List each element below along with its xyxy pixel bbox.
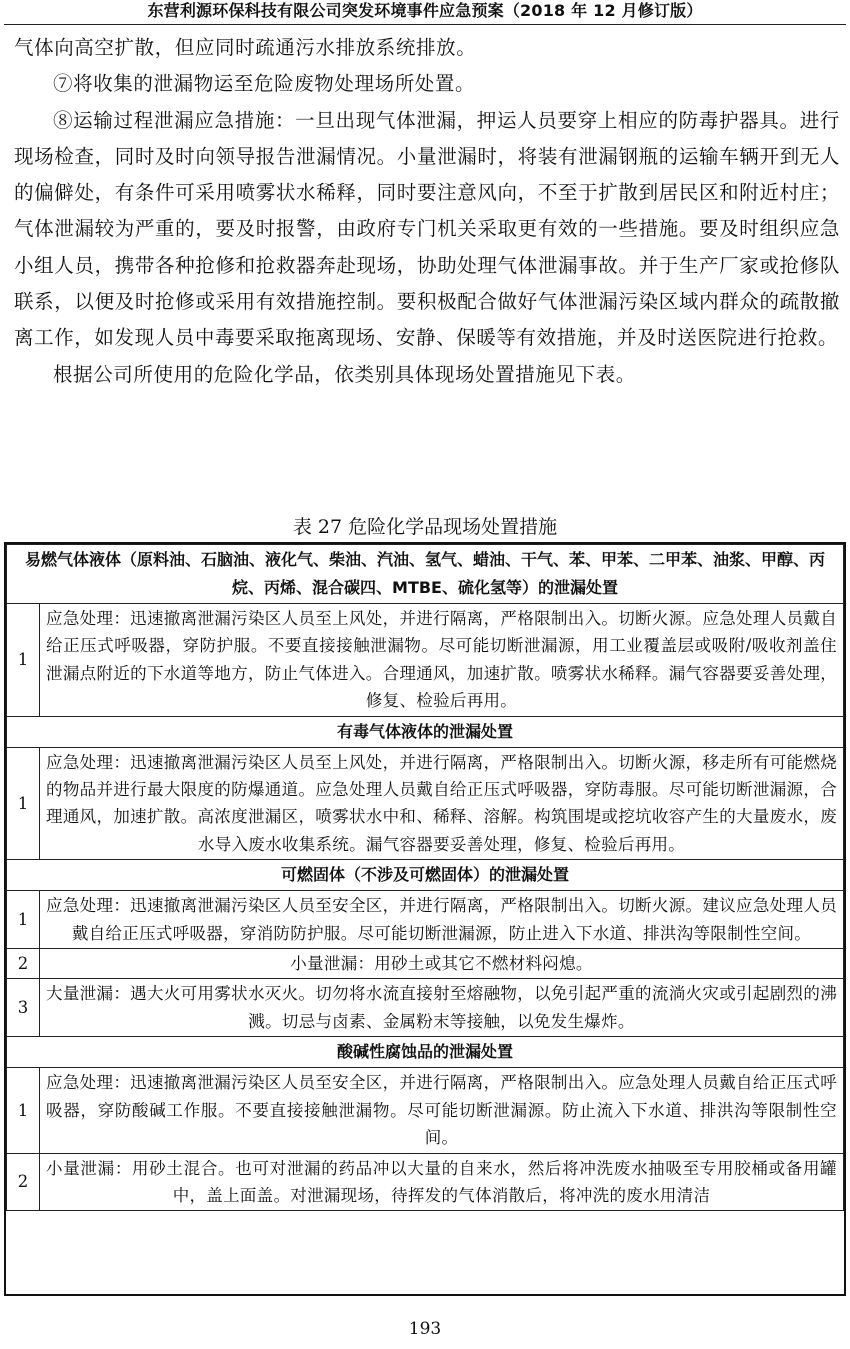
section-heading-row — [7, 716, 844, 747]
hazard-table-container — [4, 542, 846, 1296]
table-row — [7, 979, 844, 1037]
section-heading-flammable: 易燃气体液体（原料油、石脑油、液化气、柴油、汽油、氢气、蜡油、干气、苯、甲苯、二甲苯、油浆、甲醇、丙烷、丙烯、混合碳四、MTBE、硫化氢等）的泄漏处置 — [7, 545, 844, 604]
paragraph-1: 气体向高空扩散，但应同时疏通污水排放系统排放。 — [14, 36, 477, 59]
row-text: 小量泄漏：用砂土或其它不燃材料闷熄。 — [40, 949, 844, 979]
row-text: 应急处理：迅速撤离泄漏污染区人员至上风处，并进行隔离，严格限制出入。切断火源，移走所有可能燃烧的物品并进行最大限度的防爆通道。应急处理人员戴自给正压式呼吸器，穿防毒服。尽可能切断泄漏源，合理通风，加速扩散。高浓度泄漏区，喷雾状水中和、稀释、溶解。构筑围堤或挖坑收容产生的大量废水，废水导入废水收集系统。漏气容器要妥善处理，修复、检验后再用。 — [40, 747, 844, 860]
row-text: 大量泄漏：遇大火可用雾状水灭火。切勿将水流直接射至熔融物，以免引起严重的流淌火灾或引起剧烈的沸溅。切忌与卤素、金属粉末等接触，以免发生爆炸。 — [40, 979, 844, 1037]
table-title: 表 27 危险化学品现场处置措施 — [292, 516, 558, 538]
row-number: 2 — [7, 1153, 40, 1211]
row-text: 应急处理：迅速撤离泄漏污染区人员至上风处，并进行隔离，严格限制出入。切断火源。应急处理人员戴自给正压式呼吸器，穿防护服。不要直接接触泄漏物。尽可能切断泄漏源，用工业覆盖层或吸附/吸收剂盖住泄漏点附近的下水道等地方，防止气体进入。合理通风，加速扩散。喷雾状水稀释。漏气容器要妥善处理，修复、检验后再用。 — [40, 604, 844, 717]
table-row — [7, 747, 844, 860]
table-row — [7, 1068, 844, 1153]
row-text: 应急处理：迅速撤离泄漏污染区人员至安全区，并进行隔离，严格限制出入。应急处理人员戴自给正压式呼吸器，穿防酸碱工作服。不要直接接触泄漏物。尽可能切断泄漏源。防止流入下水道、排洪沟等限制性空间。 — [40, 1068, 844, 1153]
paragraph-3: ⑧运输过程泄漏应急措施：一旦出现气体泄漏，押运人员要穿上相应的防毒护器具。进行现场检查，同时及时向领导报告泄漏情况。小量泄漏时，将装有泄漏钢瓶的运输车辆开到无人的偏僻处，有条件可采用喷雾状水稀释，同时要注意风向，不至于扩散到居民区和附近村庄；气体泄漏较为严重的，要及时报警，由政府专门机关采取更有效的一些措施。要及时组织应急小组人员，携带各种抢修和抢救器奔赴现场，协助处理气体泄漏事故。并于生产厂家或抢修队联系，以便及时抢修或采用有效措施控制。要积极配合做好气体泄漏污染区域内群众的疏散撤离工作，如发现人员中毒要采取拖离现场、安静、保暖等有效措施，并及时送医院进行抢救。 — [14, 108, 840, 350]
row-text: 应急处理：迅速撤离泄漏污染区人员至安全区，并进行隔离，严格限制出入。切断火源。建议应急处理人员戴自给正压式呼吸器，穿消防防护服。尽可能切断泄漏源，防止进入下水道、排洪沟等限制性空间。 — [40, 891, 844, 949]
row-text: 小量泄漏：用砂土混合。也可对泄漏的药品冲以大量的自来水，然后将冲洗废水抽吸至专用胶桶或备用罐中，盖上面盖。对泄漏现场，待挥发的气体消散后，将冲洗的废水用清洁 — [40, 1153, 844, 1211]
row-number: 1 — [7, 891, 40, 949]
row-number: 1 — [7, 747, 40, 860]
table-row — [7, 891, 844, 949]
header-divider — [4, 24, 846, 25]
section-heading-row — [7, 545, 844, 604]
section-heading-combustible-solid: 可燃固体（不涉及可燃固体）的泄漏处置 — [7, 860, 844, 891]
hazard-table — [6, 544, 844, 1211]
row-number: 2 — [7, 949, 40, 979]
section-heading-row — [7, 1037, 844, 1068]
section-heading-row — [7, 860, 844, 891]
table-row — [7, 1153, 844, 1211]
row-number: 3 — [7, 979, 40, 1037]
table-row — [7, 604, 844, 717]
row-number: 1 — [7, 1068, 40, 1153]
row-number: 1 — [7, 604, 40, 717]
table-row — [7, 949, 844, 979]
body-text — [14, 30, 840, 393]
paragraph-4: 根据公司所使用的危险化学品，依类别具体现场处置措施见下表。 — [53, 362, 636, 386]
paragraph-2: ⑦将收集的泄漏物运至危险废物处理场所处置。 — [53, 72, 476, 96]
document-header: 东营利源环保科技有限公司突发环境事件应急预案（2018 年 12 月修订版） — [147, 1, 703, 20]
section-heading-corrosive: 酸碱性腐蚀品的泄漏处置 — [7, 1037, 844, 1068]
section-heading-toxic: 有毒气体液体的泄漏处置 — [7, 716, 844, 747]
page-number: 193 — [408, 1319, 442, 1339]
